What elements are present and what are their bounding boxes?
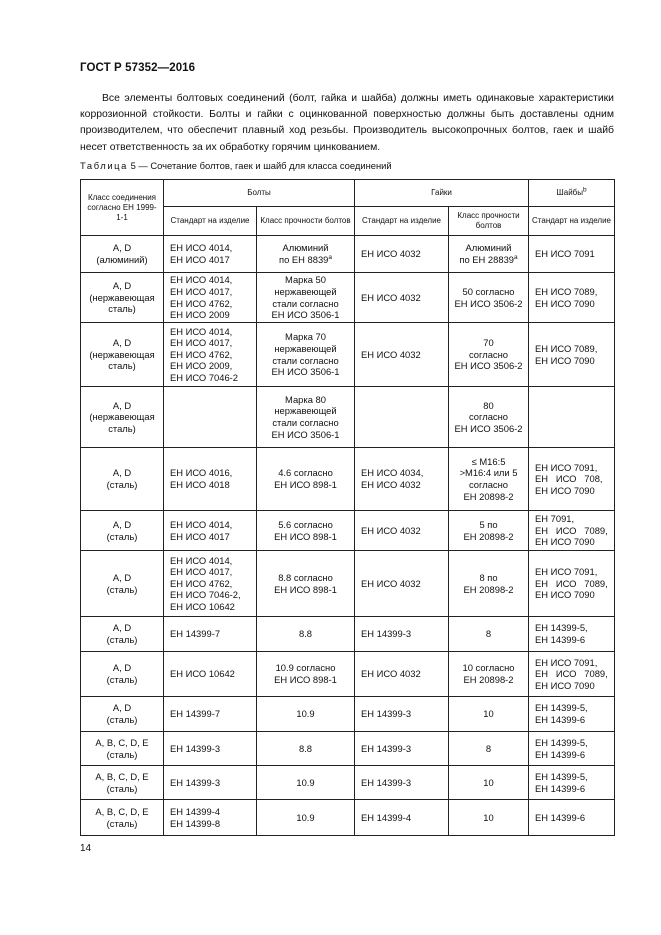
nut-standard-cell: ЕН 14399-3 xyxy=(355,697,449,732)
nut-strength-cell: Алюминий по ЕН 28839$^a$ xyxy=(449,236,529,273)
bolt-strength-cell: Марка 70 нержавеющей стали согласно ЕН ИСО 3506-1 xyxy=(257,323,355,387)
washer-cell: ЕН 14399-5, ЕН 14399-6 xyxy=(529,617,615,652)
bolt-strength-cell: 8.8 xyxy=(257,617,355,652)
table-row xyxy=(81,800,615,836)
bolt-strength-cell: 10.9 xyxy=(257,766,355,800)
bolt-standard-cell: ЕН ИСО 4014, ЕН ИСО 4017 xyxy=(164,236,257,273)
header-nut-strength: Класс прочности болтов xyxy=(449,207,529,236)
washer-cell: ЕН 14399-5, ЕН 14399-6 xyxy=(529,766,615,800)
nut-strength-cell: 10 xyxy=(449,697,529,732)
bolt-strength-cell: 8.8 согласно ЕН ИСО 898-1 xyxy=(257,551,355,617)
bolt-strength-cell: 10.9 xyxy=(257,800,355,836)
washer-cell: ЕН 14399-5, ЕН 14399-6 xyxy=(529,697,615,732)
header-washer-standard: Стандарт на изделие xyxy=(529,207,615,236)
class-cell: A, D (нержавеющая сталь) xyxy=(81,387,164,448)
bolt-standard-cell xyxy=(164,387,257,448)
washer-cell: ЕН ИСО 7091, ЕН ИСО 708, ЕН ИСО 7090 xyxy=(529,448,615,511)
class-cell: A, D (сталь) xyxy=(81,551,164,617)
table-row xyxy=(81,511,615,551)
class-cell: A, B, C, D, E (сталь) xyxy=(81,800,164,836)
class-cell: A, D (сталь) xyxy=(81,511,164,551)
table-row xyxy=(81,732,615,766)
nut-standard-cell: ЕН ИСО 4032 xyxy=(355,551,449,617)
nut-standard-cell xyxy=(355,387,449,448)
class-cell: A, B, C, D, E (сталь) xyxy=(81,732,164,766)
nut-strength-cell: 10 xyxy=(449,800,529,836)
header-class: Класс соединения согласно ЕН 1999-1-1 xyxy=(81,180,164,236)
table-caption xyxy=(80,160,392,171)
washer-cell: ЕН ИСО 7091 xyxy=(529,236,615,273)
washer-cell xyxy=(529,387,615,448)
bolt-standard-cell: ЕН 14399-4 ЕН 14399-8 xyxy=(164,800,257,836)
table-row xyxy=(81,448,615,511)
bolt-standard-cell: ЕН ИСО 10642 xyxy=(164,652,257,697)
nut-strength-cell: 8 xyxy=(449,617,529,652)
washer-cell: ЕН ИСО 7089, ЕН ИСО 7090 xyxy=(529,323,615,387)
footnote-ref: a xyxy=(328,253,333,261)
bolt-strength-cell: 4.6 согласно ЕН ИСО 898-1 xyxy=(257,448,355,511)
washer-cell: ЕН 14399-6 xyxy=(529,800,615,836)
combination-table xyxy=(80,179,615,836)
washer-cell: ЕН 7091, ЕН ИСО 7089, ЕН ИСО 7090 xyxy=(529,511,615,551)
class-cell: A, D (нержавеющая сталь) xyxy=(81,323,164,387)
class-cell: A, D (сталь) xyxy=(81,617,164,652)
header-nut-standard: Стандарт на изделие xyxy=(355,207,449,236)
nut-strength-cell: ≤ M16:5 >M16:4 или 5 согласно ЕН 20898-2 xyxy=(449,448,529,511)
bolt-strength-cell: 5.6 согласно ЕН ИСО 898-1 xyxy=(257,511,355,551)
washer-cell: ЕН ИСО 7091, ЕН ИСО 7089, ЕН ИСО 7090 xyxy=(529,652,615,697)
class-cell: A, D (алюминий) xyxy=(81,236,164,273)
bolt-strength-cell: 10.9 согласно ЕН ИСО 898-1 xyxy=(257,652,355,697)
paragraph-text: Все элементы болтовых соединений (болт, гайка и шайба) должны иметь одинаковые характеристики коррозионной стойкости. Болты и гайки с оцинкованной поверхностью должны быть доставлены одним производителем, что обеспечит плавный ход резьбы. Производитель высокопрочных болтов, гаек и шайб несет ответственность за их обработку горячим цинкованием. xyxy=(80,93,614,153)
nut-standard-cell: ЕН ИСО 4032 xyxy=(355,323,449,387)
header-bolt-strength: Класс прочности болтов xyxy=(257,207,355,236)
nut-standard-cell: ЕН 14399-3 xyxy=(355,732,449,766)
bolt-strength-cell: Марка 50 нержавеющей стали согласно ЕН ИСО 3506-1 xyxy=(257,273,355,323)
bolt-standard-cell: ЕН ИСО 4016, ЕН ИСО 4018 xyxy=(164,448,257,511)
bolt-standard-cell: ЕН 14399-7 xyxy=(164,617,257,652)
nut-standard-cell: ЕН ИСО 4032 xyxy=(355,273,449,323)
header-washers: Шайбы$^b$ xyxy=(529,180,615,207)
washer-cell: ЕН ИСО 7091, ЕН ИСО 7089, ЕН ИСО 7090 xyxy=(529,551,615,617)
nut-strength-cell: 50 согласно ЕН ИСО 3506-2 xyxy=(449,273,529,323)
nut-standard-cell: ЕН 14399-3 xyxy=(355,617,449,652)
header-nuts: Гайки xyxy=(355,180,529,207)
class-cell: A, B, C, D, E (сталь) xyxy=(81,766,164,800)
class-cell: A, D (сталь) xyxy=(81,448,164,511)
footnote-ref: a xyxy=(514,253,518,261)
header-bolt-standard: Стандарт на изделие xyxy=(164,207,257,236)
nut-standard-cell: ЕН 14399-3 xyxy=(355,766,449,800)
header-bolts: Болты xyxy=(164,180,355,207)
bolt-standard-cell: ЕН 14399-3 xyxy=(164,732,257,766)
nut-strength-cell: 8 по ЕН 20898-2 xyxy=(449,551,529,617)
table-row xyxy=(81,236,615,273)
bolt-standard-cell: ЕН ИСО 4014, ЕН ИСО 4017 xyxy=(164,511,257,551)
nut-strength-cell: 10 согласно ЕН 20898-2 xyxy=(449,652,529,697)
bolt-standard-cell: ЕН 14399-7 xyxy=(164,697,257,732)
table-row xyxy=(81,697,615,732)
bolt-strength-cell: 10.9 xyxy=(257,697,355,732)
bolt-standard-cell: ЕН ИСО 4014, ЕН ИСО 4017, ЕН ИСО 4762, ЕН ИСО 7046-2, ЕН ИСО 10642 xyxy=(164,551,257,617)
nut-standard-cell: ЕН ИСО 4032 xyxy=(355,652,449,697)
table-row xyxy=(81,323,615,387)
bolt-standard-cell: ЕН ИСО 4014, ЕН ИСО 4017, ЕН ИСО 4762, ЕН ИСО 2009, ЕН ИСО 7046-2 xyxy=(164,323,257,387)
caption-text: 5 — Сочетание болтов, гаек и шайб для класса соединений xyxy=(130,160,392,171)
nut-strength-cell: 5 по ЕН 20898-2 xyxy=(449,511,529,551)
table-row xyxy=(81,273,615,323)
nut-standard-cell: ЕН ИСО 4032 xyxy=(355,236,449,273)
class-cell: A, D (сталь) xyxy=(81,697,164,732)
class-cell: A, D (нержавеющая сталь) xyxy=(81,273,164,323)
table-row xyxy=(81,766,615,800)
nut-strength-cell: 80 согласно ЕН ИСО 3506-2 xyxy=(449,387,529,448)
washer-cell: ЕН ИСО 7089, ЕН ИСО 7090 xyxy=(529,273,615,323)
document-header: ГОСТ Р 57352—2016 xyxy=(80,62,196,74)
table-row xyxy=(81,387,615,448)
bolt-strength-cell: Алюминий по ЕН 8839$^a$ xyxy=(257,236,355,273)
bolt-standard-cell: ЕН ИСО 4014, ЕН ИСО 4017, ЕН ИСО 4762, ЕН ИСО 2009 xyxy=(164,273,257,323)
bolt-strength-cell: Марка 80 нержавеющей стали согласно ЕН ИСО 3506-1 xyxy=(257,387,355,448)
nut-strength-cell: 70 согласно ЕН ИСО 3506-2 xyxy=(449,323,529,387)
class-cell: A, D (сталь) xyxy=(81,652,164,697)
bolt-strength-cell: 8.8 xyxy=(257,732,355,766)
bolt-standard-cell: ЕН 14399-3 xyxy=(164,766,257,800)
body-paragraph xyxy=(80,91,614,156)
nut-standard-cell: ЕН ИСО 4032 xyxy=(355,511,449,551)
caption-label: Таблица xyxy=(80,160,128,171)
page-number: 14 xyxy=(80,843,92,854)
washer-cell: ЕН 14399-5, ЕН 14399-6 xyxy=(529,732,615,766)
nut-standard-cell: ЕН 14399-4 xyxy=(355,800,449,836)
nut-strength-cell: 10 xyxy=(449,766,529,800)
table-row xyxy=(81,551,615,617)
nut-standard-cell: ЕН ИСО 4034, ЕН ИСО 4032 xyxy=(355,448,449,511)
table-row xyxy=(81,617,615,652)
nut-strength-cell: 8 xyxy=(449,732,529,766)
table-row xyxy=(81,652,615,697)
